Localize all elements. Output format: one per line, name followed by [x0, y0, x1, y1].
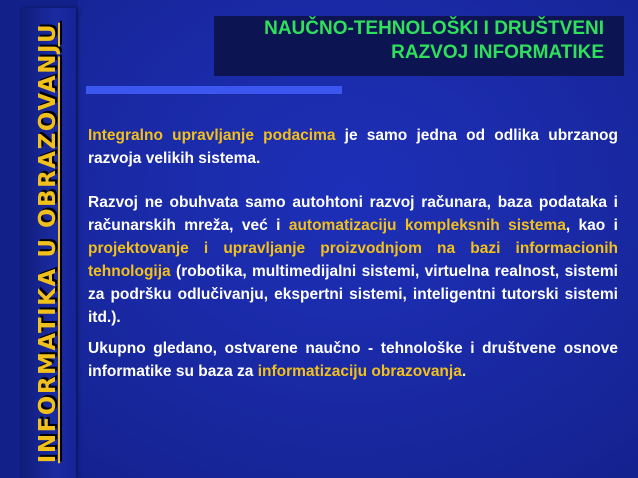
body-text: . [461, 363, 467, 380]
sidebar [0, 0, 78, 478]
highlight-text: informatizaciju obrazovanja [257, 363, 462, 380]
title-bar [214, 16, 624, 76]
highlight-text: projektovanje i upravljanje proizvodnjom na bazi informacionih tehnologija [88, 240, 618, 280]
body-text: Ukupno gledano, ostvarene naučno - tehnološke i društvene osnove informatike su baza za [88, 340, 618, 380]
page-title-line1: NAUČNO-TEHNOLOŠKI I DRUŠTVENI [264, 18, 604, 39]
body-text: Razvoj ne obuhvata samo autohtoni razvoj računara, baza podataka i računarskih mreža, već i [88, 194, 618, 234]
body-text: je samo jedna od odlika ubrzanog razvoja velikih sistema. [88, 127, 618, 167]
title-underline [86, 86, 342, 94]
page-title-line2: RAZVOJ INFORMATIKE [391, 42, 604, 63]
body-text: (robotika, multimedijalni sistemi, virtuelna realnost, sistemi za podršku odlučivanju, ekspertni sistemi, inteligentni tutorski sistemi itd.). [88, 263, 618, 326]
slide-content [88, 124, 618, 383]
body-text: , kao i [565, 217, 618, 234]
paragraph-3 [88, 337, 618, 383]
paragraph-2 [88, 191, 618, 329]
highlight-text: Integralno upravljanje podacima [88, 127, 336, 144]
highlight-text: automatizaciju kompleksnih sistema [288, 217, 566, 234]
vertical-title: INFORMATIKA U OBRAZOVANJU [35, 22, 61, 464]
paragraph-1 [88, 124, 618, 170]
